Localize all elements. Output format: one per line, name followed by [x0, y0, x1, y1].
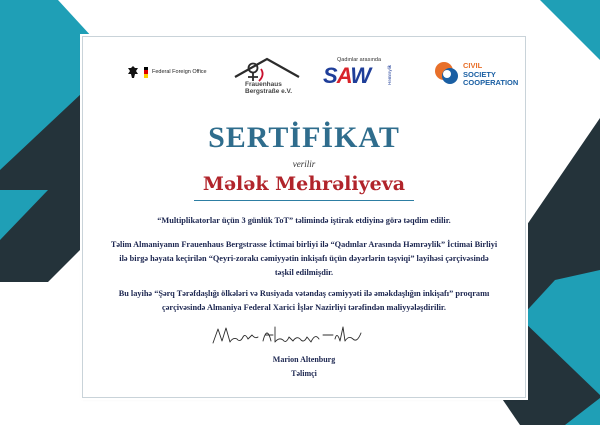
- saw-wordmark: SAW: [323, 63, 371, 88]
- certificate-paper: [82, 36, 526, 398]
- saw-tagline: Qadınlar arasında: [337, 57, 382, 63]
- eagle-icon: [127, 65, 139, 79]
- certificate-verb: verilir: [292, 159, 316, 169]
- saw-side-label: Həmrəylik: [387, 65, 392, 86]
- speech-bubbles-icon: [433, 60, 461, 88]
- civil-society-label: CIVIL SOCIETY COOPERATION: [463, 61, 519, 87]
- handwritten-signature: [209, 315, 369, 353]
- german-flag-icon: [144, 67, 148, 78]
- name-underline: [194, 200, 414, 201]
- partner-logos: [83, 51, 525, 95]
- recipient-name: Mələk Mehrəliyeva: [202, 173, 406, 195]
- award-reason-text: “Multiplikatorlar üçün 3 günlük ToT” təlimində iştirak etdiyinə görə təqdim edilir.: [157, 216, 451, 225]
- signer-name: Marion Altenburg: [272, 355, 336, 364]
- teal-band-top-right: [540, 0, 600, 60]
- frauenhaus-label: Frauenhaus Bergstraße e.V.: [245, 81, 293, 95]
- funding-text: Bu layihə “Şərq Tərəfdaşlığı ölkələri və Rusiyada vətəndaş cəmiyyəti ilə əməkdaşlığın inkişafı” proqramı çərçivəsində Almaniya Federal Xarici İşlər Nazirliyi tərəfindən maliyyələşdirilir.: [118, 289, 490, 312]
- saw-logo: [321, 57, 401, 93]
- training-organizers-text: Təlim Almaniyanın Frauenhaus Bergstrasse İctimai birliyi ilə “Qadınlar Arasında Həmrəylik” İctimai Birliyi ilə birgə həyata keçirilən “Qeyri-zorakı cəmiyyətin inkişafı üçün dəyərlərin təşviqi” layihəsi çərçivəsində təşkil edilmişdir.: [110, 240, 498, 277]
- federal-foreign-office-logo: [127, 65, 207, 79]
- certificate-title: SERTİFİKAT: [208, 121, 400, 154]
- federal-foreign-office-label: Federal Foreign Office: [152, 69, 207, 75]
- frauenhaus-logo: [231, 55, 303, 95]
- civil-society-cooperation-logo: [433, 59, 529, 93]
- signer-role: Təlimçi: [291, 369, 317, 378]
